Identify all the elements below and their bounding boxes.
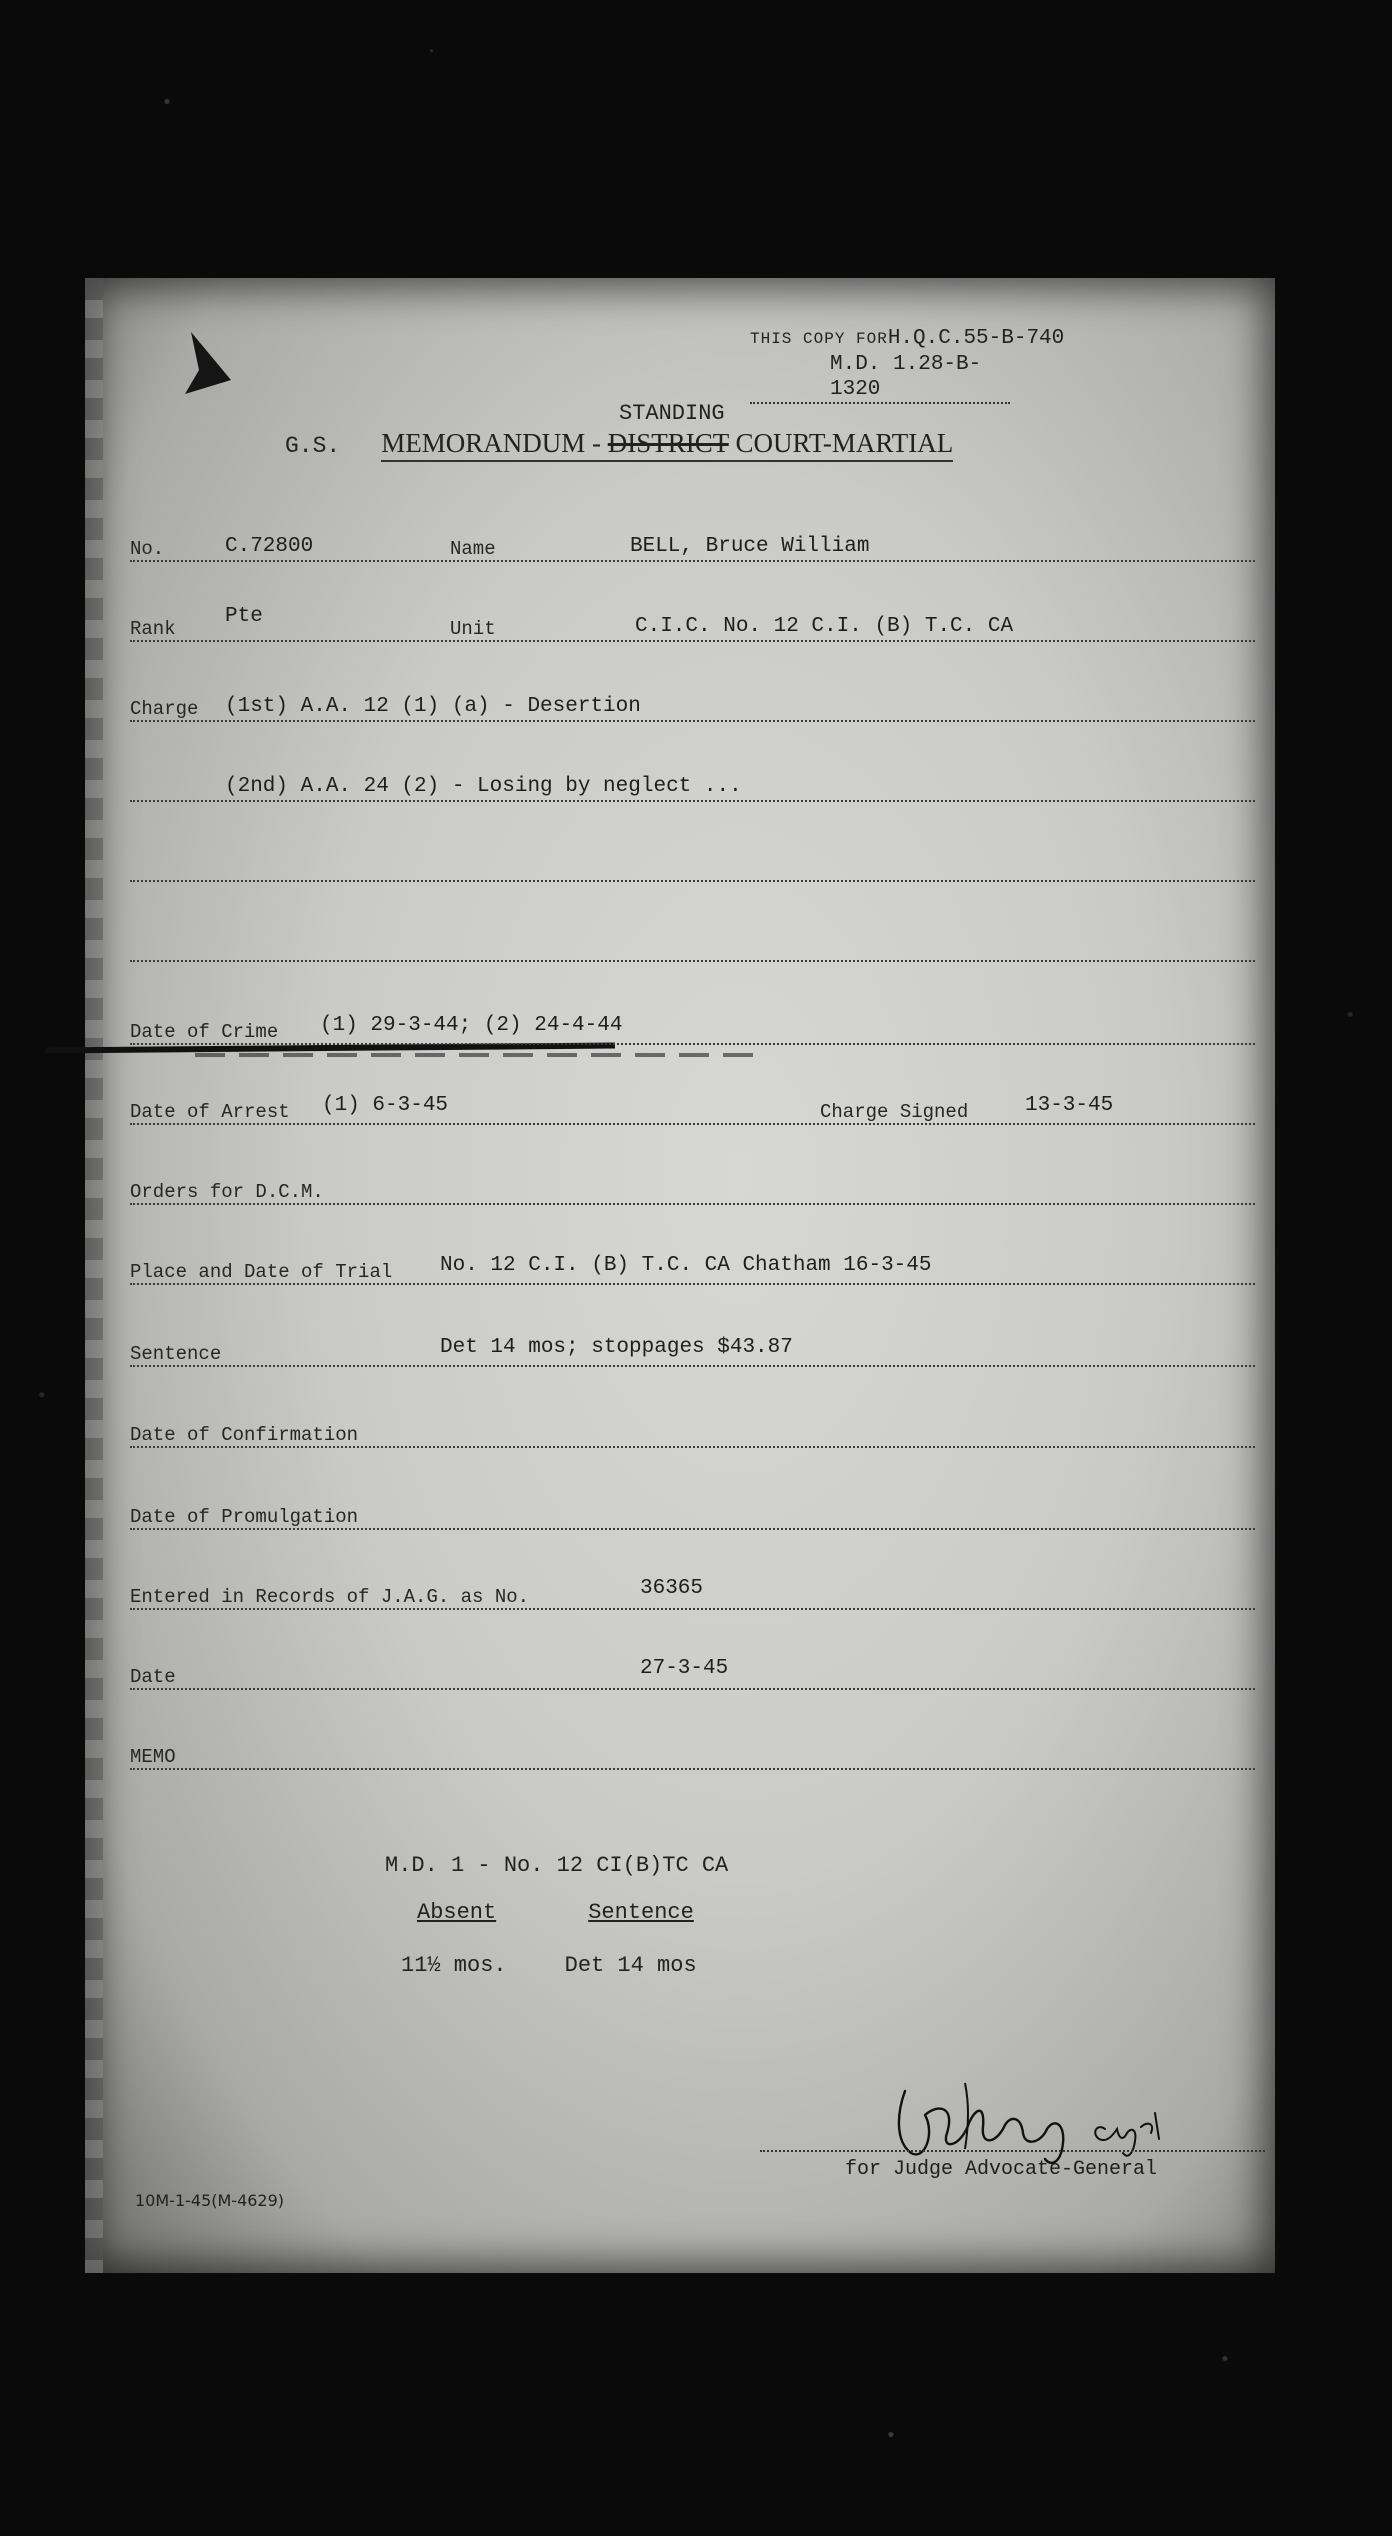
md-reference: M.D. 1.28-B-1320: [750, 352, 1010, 404]
document-page: [85, 278, 1275, 2273]
memo-headings: [385, 1900, 728, 1925]
row-blank-1: [130, 850, 1255, 882]
row-date: [130, 1658, 1255, 1690]
row-confirmation: [130, 1416, 1255, 1448]
date-value: 27-3-45: [640, 1657, 729, 1680]
scratch-mark-2: [195, 1053, 755, 1057]
sentence-heading: Sentence: [588, 1900, 694, 1925]
rank-value: Pte: [225, 605, 263, 628]
memo-label: MEMO: [130, 1746, 176, 1768]
row-charge-1: [130, 690, 1255, 722]
arrest-label: Date of Arrest: [130, 1101, 290, 1123]
row-orders: [130, 1173, 1255, 1205]
row-charge-2: [130, 770, 1255, 802]
md-line: M.D. 1 - No. 12 CI(B)TC CA: [385, 1853, 729, 1878]
row-promulgation: [130, 1498, 1255, 1530]
signed-value: 13-3-45: [1025, 1094, 1114, 1117]
unit-label: Unit: [450, 618, 496, 640]
row-jag-record: [130, 1578, 1255, 1610]
unit-value: C.I.C. No. 12 C.I. (B) T.C. CA: [635, 615, 1014, 638]
crime-value: (1) 29-3-44; (2) 24-4-44: [320, 1014, 623, 1037]
absent-value: 11½ mos.: [401, 1953, 507, 1978]
standing-insert: STANDING: [619, 401, 725, 426]
row-date-of-arrest: [130, 1093, 1255, 1125]
signature-graphic: [865, 2063, 1205, 2173]
form-number: 10M-1-45(M-4629): [135, 2191, 285, 2210]
struck-word: DISTRICT: [607, 428, 729, 458]
confirmation-label: Date of Confirmation: [130, 1424, 359, 1446]
date-label: Date: [130, 1666, 176, 1688]
hq-reference: THIS COPY FORH.Q.C.55-B-740: [750, 327, 1065, 350]
jag-value: 36365: [640, 1577, 704, 1600]
memo-note-block: [385, 1853, 728, 1978]
charge-2-value: (2nd) A.A. 24 (2) - Losing by neglect ...: [225, 775, 742, 798]
signed-label: Charge Signed: [820, 1101, 969, 1123]
row-blank-2: [130, 930, 1255, 962]
sentence-value: Det 14 mos; stoppages $43.87: [440, 1336, 793, 1359]
charge-label: Charge: [130, 698, 199, 720]
sentence-memo-value: Det 14 mos: [564, 1953, 697, 1978]
memorandum-title: MEMORANDUM - DISTRICT COURT-MARTIAL: [381, 428, 953, 462]
trial-value: No. 12 C.I. (B) T.C. CA Chatham 16-3-45: [440, 1254, 932, 1277]
promulgation-label: Date of Promulgation: [130, 1506, 359, 1528]
rank-label: Rank: [130, 618, 176, 640]
row-number-name: [130, 530, 1255, 562]
arrow-mark-icon: [183, 330, 233, 396]
row-memo: [130, 1738, 1255, 1770]
row-sentence: [130, 1335, 1255, 1367]
sentence-label: Sentence: [130, 1343, 222, 1365]
no-label: No.: [130, 538, 165, 560]
absent-heading: Absent: [417, 1900, 497, 1925]
gs-prefix: G.S.: [285, 433, 341, 459]
row-rank-unit: [130, 605, 1255, 642]
row-date-of-crime: [130, 1013, 1255, 1045]
file-references: [750, 326, 1064, 404]
charge-1-value: (1st) A.A. 12 (1) (a) - Desertion: [225, 695, 641, 718]
row-trial: [130, 1253, 1255, 1285]
form-title: [285, 428, 953, 460]
jag-label: Entered in Records of J.A.G. as No.: [130, 1586, 530, 1608]
arrest-value: (1) 6-3-45: [322, 1094, 449, 1117]
for-jag-caption: for Judge Advocate-General: [845, 2158, 1158, 2181]
name-label: Name: [450, 538, 496, 560]
memo-values: [385, 1953, 728, 1978]
crime-label: Date of Crime: [130, 1021, 279, 1043]
orders-label: Orders for D.C.M.: [130, 1181, 324, 1203]
name-value: BELL, Bruce William: [630, 535, 870, 558]
trial-label: Place and Date of Trial: [130, 1261, 393, 1283]
no-value: C.72800: [225, 535, 314, 558]
signature-line: [760, 2150, 1265, 2152]
